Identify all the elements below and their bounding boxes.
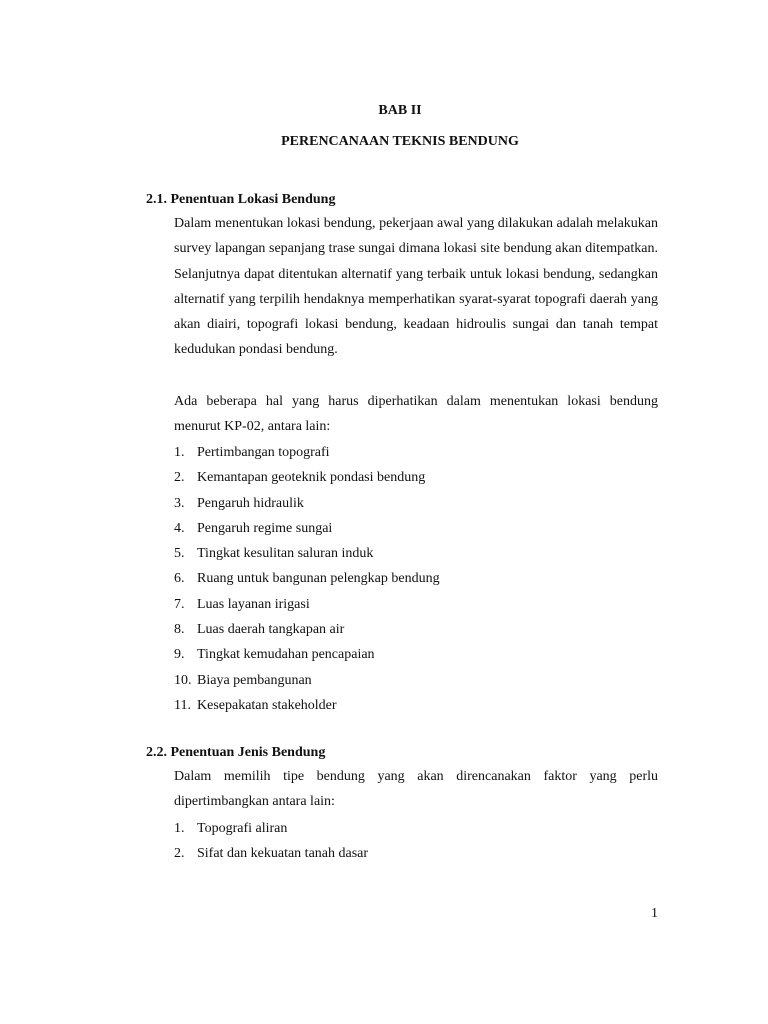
list-item-number: 6. <box>174 571 185 587</box>
section-heading-2-1: 2.1. Penentuan Lokasi Bendung <box>146 192 336 207</box>
list-item-text: Tingkat kemudahan pencapaian <box>197 647 375 663</box>
list-item-number: 2. <box>174 470 185 486</box>
list-item <box>174 816 658 841</box>
list-item-number: 3. <box>174 495 185 511</box>
section-heading-2-2: 2.2. Penentuan Jenis Bendung <box>146 745 326 760</box>
list-item <box>174 642 658 667</box>
criteria-list <box>174 440 658 718</box>
list-item-text: Tingkat kesulitan saluran induk <box>197 546 374 562</box>
page-number: 1 <box>651 906 658 921</box>
chapter-title: PERENCANAAN TEKNIS BENDUNG <box>281 134 519 149</box>
list-item-number: 8. <box>174 622 185 638</box>
list-item <box>174 668 658 693</box>
list-item-number: 1. <box>174 821 185 836</box>
list-item-text: Sifat dan kekuatan tanah dasar <box>197 846 369 862</box>
list-item-number: 9. <box>174 647 185 663</box>
list-item-text: Luas daerah tangkapan air <box>197 622 345 638</box>
list-item <box>174 465 658 490</box>
list-item-text: Pengaruh regime sungai <box>197 520 333 536</box>
list-item-number: 1. <box>174 445 185 460</box>
list-item <box>174 592 658 617</box>
list-item-text: Pengaruh hidraulik <box>197 495 304 511</box>
list-item <box>174 516 658 541</box>
list-item-text: Pertimbangan topografi <box>197 445 330 460</box>
list-item-text: Topografi aliran <box>197 821 288 836</box>
chapter-heading: BAB II <box>378 103 422 118</box>
list-item-number: 2. <box>174 846 185 862</box>
factor-list <box>174 816 658 867</box>
list-item-number: 5. <box>174 546 185 562</box>
list-item <box>174 693 658 718</box>
list-item-text: Luas layanan irigasi <box>197 596 310 612</box>
list-item <box>174 440 658 465</box>
list-item-number: 7. <box>174 596 185 612</box>
list-item <box>174 617 658 642</box>
list-item-text: Kemantapan geoteknik pondasi bendung <box>197 470 426 486</box>
list-item <box>174 491 658 516</box>
list-item-number: 10. <box>174 672 192 688</box>
list-item-number: 11. <box>174 697 191 713</box>
section-2-2-paragraph-1: Dalam memilih tipe bendung yang akan direncanakan faktor yang perlu dipertimbangkan antara lain: <box>174 769 658 810</box>
list-item <box>174 566 658 591</box>
section-2-1-paragraph-1: Dalam menentukan lokasi bendung, pekerjaan awal yang dilakukan adalah melakukan survey lapangan sepanjang trase sungai dimana lokasi site bendung akan ditempatkan. Selanjutnya dapat ditentukan alternatif yang terbaik untuk lokasi bendung, sedangkan alternatif yang terpilih hendaknya memperhatikan syarat-syarat topografi daerah yang akan diairi, topografi lokasi bendung, keadaan hidroulis sungai dan tanah tempat kedudukan pondasi bendung. <box>174 216 658 358</box>
section-2-1-paragraph-2: Ada beberapa hal yang harus diperhatikan dalam menentukan lokasi bendung menurut KP-02, antara lain: <box>174 394 658 435</box>
list-item <box>174 841 658 866</box>
list-item-text: Biaya pembangunan <box>197 672 312 688</box>
list-item-text: Ruang untuk bangunan pelengkap bendung <box>197 571 440 587</box>
list-item-text: Kesepakatan stakeholder <box>197 697 337 713</box>
list-item-number: 4. <box>174 520 185 536</box>
list-item <box>174 541 658 566</box>
